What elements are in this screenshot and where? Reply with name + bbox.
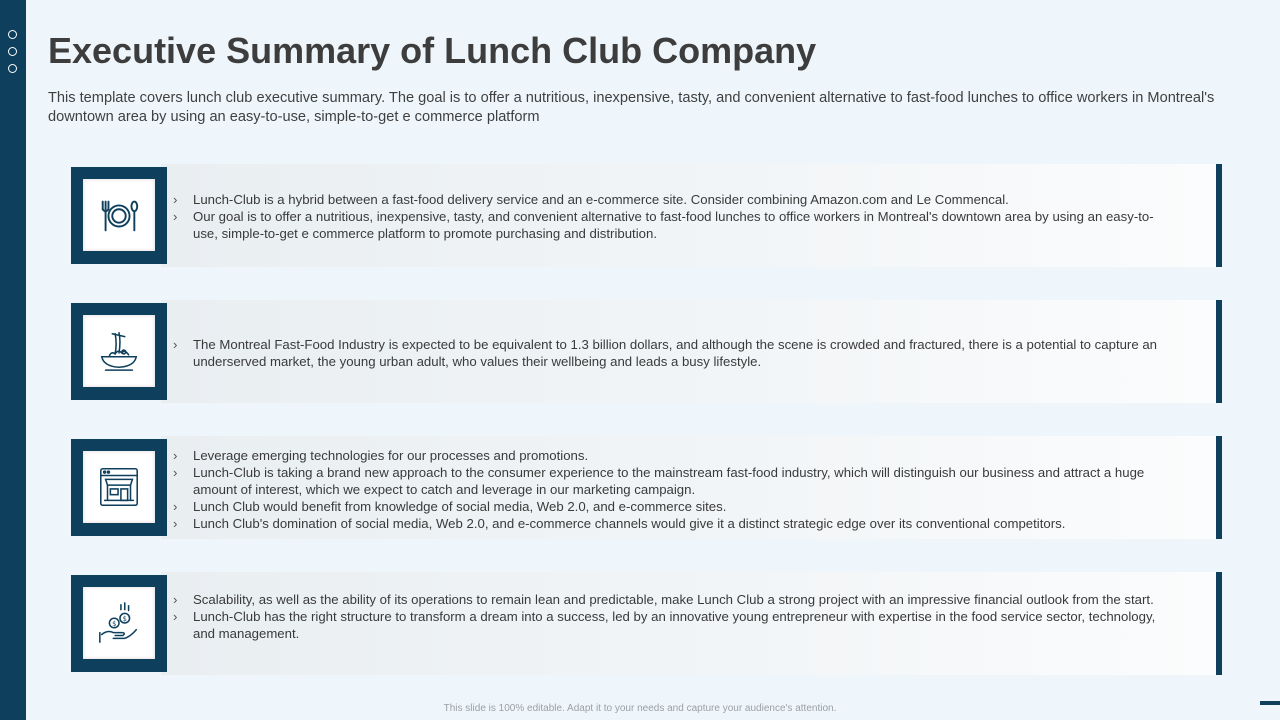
bullet-list (173, 336, 1163, 370)
footer-note: This slide is 100% editable. Adapt it to your needs and capture your audience's attention. (443, 703, 837, 714)
summary-row-3 (71, 439, 1222, 542)
list-item: › Scalability, as well as the ability of its operations to remain lean and predictable, make Lunch Club a strong project with an impressive financial outlook from the start. (173, 591, 1163, 608)
svg-text:$: $ (122, 615, 127, 624)
nav-dot-3[interactable] (8, 64, 17, 73)
bullet-list (173, 447, 1163, 532)
list-item: › The Montreal Fast-Food Industry is expected to be equivalent to 1.3 billion dollars, and although the scene is crowded and fractured, there is a potential to capture an underserved market, the young urban adult, who values their wellbeing and leads a busy lifestyle. (173, 336, 1163, 370)
nav-dot-1[interactable] (8, 30, 17, 39)
noodle-bowl-icon (96, 328, 142, 374)
plate-fork-spoon-icon (96, 192, 142, 238)
nav-dot-2[interactable] (8, 47, 17, 56)
row-end-cap (1216, 300, 1222, 403)
list-item: › Lunch Club's domination of social media, Web 2.0, and e-commerce channels would give it a distinct strategic edge over its conventional competitors. (173, 515, 1163, 532)
online-store-icon (96, 464, 142, 510)
row-end-cap (1216, 164, 1222, 267)
svg-text:$: $ (112, 619, 117, 628)
list-item: › Lunch-Club is a hybrid between a fast-food delivery service and an e-commerce site. Consider combining Amazon.com and Le Commencal. (173, 191, 1163, 208)
slide-subtitle: This template covers lunch club executive summary. The goal is to offer a nutritious, inexpensive, tasty, and convenient alternative to fast-food lunches to office workers in Montreal's downtown area by using an easy-to-use, simple-to-get e commerce platform (48, 90, 1215, 125)
row-end-cap (1216, 572, 1222, 675)
summary-row-1 (71, 167, 1222, 270)
list-item: › Lunch-Club has the right structure to transform a dream into a success, led by an innovative young entrepreneur with expertise in the food service sector, technology, and management. (173, 608, 1163, 642)
list-item: › Leverage emerging technologies for our processes and promotions. (173, 447, 1163, 464)
icon-frame (71, 167, 167, 264)
icon-tile (83, 587, 155, 659)
list-item: › Lunch-Club is taking a brand new approach to the consumer experience to the mainstream fast-food industry, which will distinguish our business and attract a huge amount of interest, which we expect to catch and leverage in our marketing campaign. (173, 464, 1163, 498)
summary-row-2 (71, 303, 1222, 406)
bullet-list (173, 191, 1163, 242)
icon-frame (71, 575, 167, 672)
list-item: › Our goal is to offer a nutritious, inexpensive, tasty, and convenient alternative to fast-food lunches to office workers in Montreal's downtown area by using an easy-to-use, simple-to-get e commerce platform to promote purchasing and distribution. (173, 208, 1163, 242)
icon-tile (83, 451, 155, 523)
icon-tile (83, 179, 155, 251)
left-accent-bar (0, 0, 26, 720)
icon-tile (83, 315, 155, 387)
slide-title: Executive Summary of Lunch Club Company (48, 30, 817, 71)
corner-accent (1260, 701, 1280, 705)
row-end-cap (1216, 436, 1222, 539)
list-item: › Lunch Club would benefit from knowledge of social media, Web 2.0, and e-commerce sites. (173, 498, 1163, 515)
icon-frame (71, 439, 167, 536)
hand-coins-icon (96, 600, 142, 646)
summary-row-4 (71, 575, 1222, 678)
icon-frame (71, 303, 167, 400)
bullet-list (173, 591, 1163, 642)
